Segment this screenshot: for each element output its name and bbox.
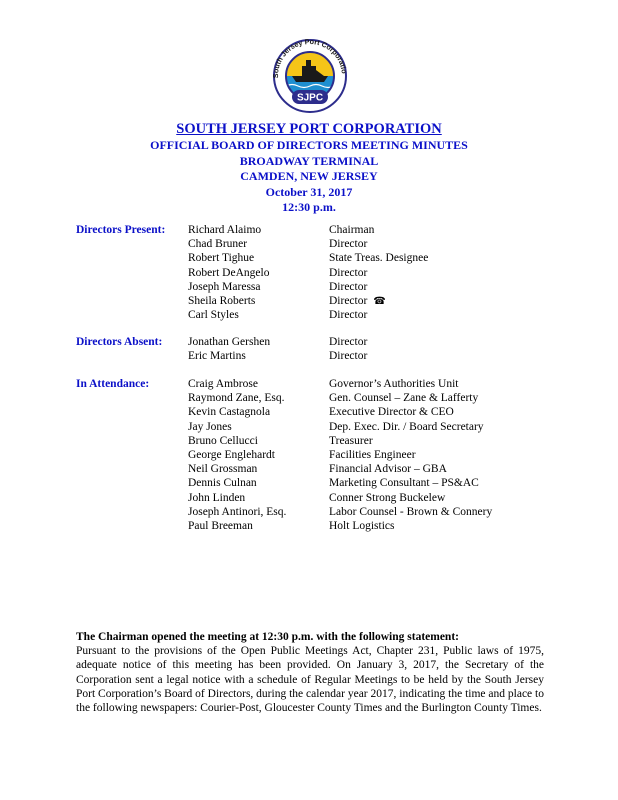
attendee-title: Executive Director & CEO <box>329 406 454 419</box>
attendee-name: Robert Tighue <box>188 252 255 265</box>
svg-text:South Jersey Port Corporation: South Jersey Port Corporatio <box>270 36 349 79</box>
attendee-name: Craig Ambrose <box>188 378 258 390</box>
attendee-name: Richard Alaimo <box>188 224 262 236</box>
document-title: OFFICIAL BOARD OF DIRECTORS MEETING MINUTES <box>150 138 468 152</box>
attendee-row <box>76 266 556 280</box>
attendee-title: Gen. Counsel – Zane & Lafferty <box>329 392 479 405</box>
attendee-name: Carl Styles <box>188 309 239 322</box>
meeting-time: 12:30 p.m. <box>282 200 336 214</box>
directors-present-label: Directors Present: <box>76 224 166 236</box>
attendee-row <box>76 294 556 308</box>
organization-name: SOUTH JERSEY PORT CORPORATION <box>176 121 442 137</box>
attendee-name: Joseph Antinori, Esq. <box>188 505 287 518</box>
in-attendance-label: In Attendance: <box>76 378 150 390</box>
meeting-location: BROADWAY TERMINAL <box>239 153 379 168</box>
attendee-row <box>76 237 556 251</box>
attendee-title: Chairman <box>329 224 375 236</box>
attendee-row <box>76 491 556 505</box>
attendee-row <box>76 377 556 391</box>
attendee-row <box>76 434 556 448</box>
opening-statement <box>76 630 544 715</box>
attendee-title: Financial Advisor – GBA <box>329 463 447 476</box>
attendee-name: Joseph Maressa <box>188 280 261 293</box>
directors-present-section <box>76 223 556 322</box>
attendee-row <box>76 505 556 519</box>
attendee-title: Director <box>329 336 368 348</box>
attendee-name: Jonathan Gershen <box>188 336 271 348</box>
attendee-title: Director <box>329 294 368 307</box>
statement-body: Pursuant to the provisions of the Open Public Meetings Act, Chapter 231, Public laws of 1975, adequate notice of this meeting has been provided. On January 3, 2017, the Secretary of the Corporation sent a legal notice with a schedule of Regular Meetings to be held by the South Jersey Port Corporation’s Board of Directors, during the calendar year 2017, indicating the time and place to the following newspapers: Courier-Post, Gloucester County Times and the Burlington County Times. <box>76 645 544 715</box>
attendee-title: State Treas. Designee <box>329 252 429 265</box>
attendee-row <box>76 476 556 490</box>
attendee-title: Dep. Exec. Dir. / Board Secretary <box>329 420 484 433</box>
attendee-row <box>76 308 556 322</box>
in-attendance-section <box>76 377 556 533</box>
attendee-name: Robert DeAngelo <box>188 266 270 279</box>
attendee-title: Director <box>329 309 368 322</box>
attendee-title: Conner Strong Buckelew <box>329 491 446 504</box>
attendee-row <box>76 391 556 405</box>
attendee-name: Sheila Roberts <box>188 294 256 307</box>
attendee-title: Facilities Engineer <box>329 448 416 461</box>
attendee-row <box>76 420 556 434</box>
attendee-name: Bruno Cellucci <box>188 434 258 447</box>
document-header <box>0 120 618 216</box>
attendee-name: Raymond Zane, Esq. <box>188 392 285 405</box>
telephone-icon: ☎ <box>373 295 386 307</box>
attendee-row <box>76 519 556 533</box>
attendee-name: George Englehardt <box>188 448 275 461</box>
sjpc-logo <box>264 32 356 116</box>
attendee-title: Governor’s Authorities Unit <box>329 378 459 390</box>
attendee-row <box>76 349 556 363</box>
directors-absent-label: Directors Absent: <box>76 336 163 348</box>
attendee-title: Treasurer <box>329 434 373 447</box>
attendee-name: Eric Martins <box>188 350 246 363</box>
attendee-name: Dennis Culnan <box>188 477 257 490</box>
attendee-title: Director <box>329 350 368 363</box>
attendee-title: Director <box>329 266 368 279</box>
attendee-name: Chad Bruner <box>188 238 248 251</box>
meeting-date: October 31, 2017 <box>265 184 353 199</box>
attendee-row <box>76 448 556 462</box>
attendee-name: Paul Breeman <box>188 519 253 532</box>
attendee-row <box>76 462 556 476</box>
attendee-row <box>76 280 556 294</box>
attendee-row <box>76 223 556 237</box>
attendee-name: Jay Jones <box>188 420 232 433</box>
attendee-row <box>76 405 556 419</box>
meeting-city: CAMDEN, NEW JERSEY <box>240 169 378 183</box>
attendee-title: Director <box>329 238 368 251</box>
attendee-name: John Linden <box>188 491 246 504</box>
attendee-row <box>76 335 556 349</box>
attendee-title: Labor Counsel - Brown & Connery <box>329 505 493 518</box>
attendee-name: Kevin Castagnola <box>188 406 271 419</box>
attendee-title: Director <box>329 280 368 293</box>
attendee-name: Neil Grossman <box>188 463 258 476</box>
svg-text:SJPC: SJPC <box>296 92 324 104</box>
statement-lead: The Chairman opened the meeting at 12:30 p.m. with the following statement: <box>76 631 459 643</box>
attendee-title: Marketing Consultant – PS&AC <box>329 477 479 490</box>
attendee-row <box>76 251 556 265</box>
attendee-title: Holt Logistics <box>329 519 395 532</box>
directors-absent-section <box>76 335 556 363</box>
sjpc-logo-graphic <box>264 32 356 116</box>
attendee-title-with-phone <box>329 294 386 309</box>
